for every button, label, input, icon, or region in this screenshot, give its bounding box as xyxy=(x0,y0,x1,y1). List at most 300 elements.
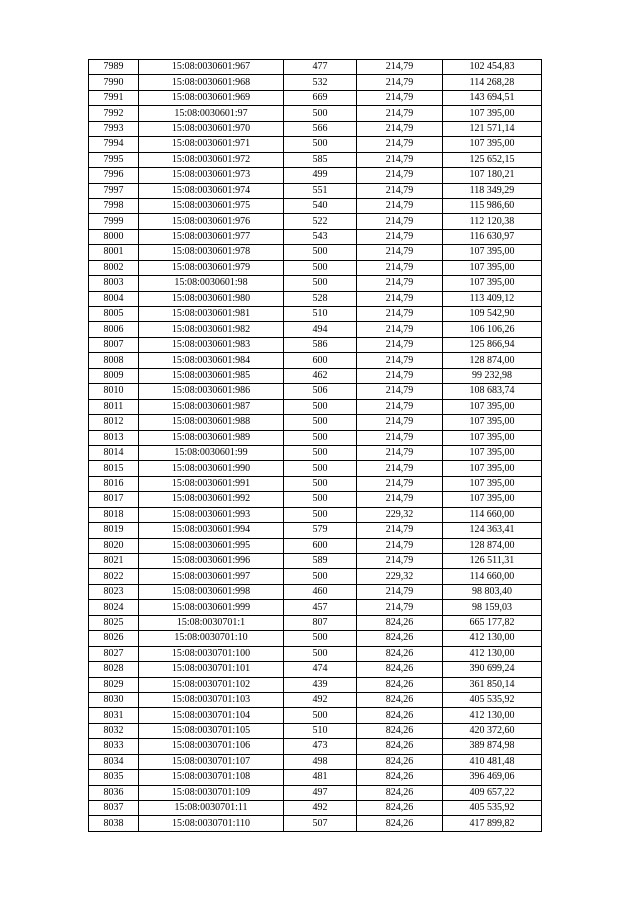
row-number-cell: 7994 xyxy=(89,137,139,152)
cadastral-number-cell: 15:08:0030601:977 xyxy=(139,229,284,244)
value-cell: 114 268,28 xyxy=(443,75,542,90)
cadastral-number-cell: 15:08:0030601:99 xyxy=(139,445,284,460)
value-cell: 390 699,24 xyxy=(443,662,542,677)
value-cell: 417 899,82 xyxy=(443,816,542,831)
row-number-cell: 8035 xyxy=(89,770,139,785)
area-cell: 500 xyxy=(284,476,357,491)
value-cell: 107 395,00 xyxy=(443,276,542,291)
row-number-cell: 8032 xyxy=(89,723,139,738)
table-row xyxy=(89,353,542,368)
table-row xyxy=(89,183,542,198)
row-number-cell: 8009 xyxy=(89,368,139,383)
value-cell: 107 395,00 xyxy=(443,137,542,152)
row-number-cell: 8036 xyxy=(89,785,139,800)
value-cell: 107 180,21 xyxy=(443,168,542,183)
value-cell: 112 120,38 xyxy=(443,214,542,229)
table-row xyxy=(89,229,542,244)
value-cell: 107 395,00 xyxy=(443,106,542,121)
cadastral-number-cell: 15:08:0030601:974 xyxy=(139,183,284,198)
rate-cell: 824,26 xyxy=(357,801,443,816)
cadastral-number-cell: 15:08:0030701:109 xyxy=(139,785,284,800)
cadastral-number-cell: 15:08:0030601:994 xyxy=(139,523,284,538)
rate-cell: 214,79 xyxy=(357,75,443,90)
row-number-cell: 7989 xyxy=(89,60,139,75)
area-cell: 510 xyxy=(284,307,357,322)
cadastral-number-cell: 15:08:0030601:997 xyxy=(139,569,284,584)
area-cell: 600 xyxy=(284,538,357,553)
table-row xyxy=(89,245,542,260)
cadastral-number-cell: 15:08:0030601:971 xyxy=(139,137,284,152)
value-cell: 143 694,51 xyxy=(443,90,542,105)
area-cell: 579 xyxy=(284,523,357,538)
cadastral-number-cell: 15:08:0030601:978 xyxy=(139,245,284,260)
value-cell: 405 535,92 xyxy=(443,801,542,816)
area-cell: 551 xyxy=(284,183,357,198)
table-row xyxy=(89,569,542,584)
area-cell: 522 xyxy=(284,214,357,229)
cadastral-number-cell: 15:08:0030601:992 xyxy=(139,492,284,507)
cadastral-number-cell: 15:08:0030601:97 xyxy=(139,106,284,121)
table-row xyxy=(89,801,542,816)
value-cell: 125 652,15 xyxy=(443,152,542,167)
cadastral-number-cell: 15:08:0030601:989 xyxy=(139,430,284,445)
cadastral-number-cell: 15:08:0030701:104 xyxy=(139,708,284,723)
value-cell: 128 874,00 xyxy=(443,538,542,553)
cadastral-number-cell: 15:08:0030601:991 xyxy=(139,476,284,491)
value-cell: 107 395,00 xyxy=(443,399,542,414)
rate-cell: 214,79 xyxy=(357,399,443,414)
value-cell: 99 232,98 xyxy=(443,368,542,383)
cadastral-number-cell: 15:08:0030601:983 xyxy=(139,337,284,352)
row-number-cell: 7999 xyxy=(89,214,139,229)
row-number-cell: 7991 xyxy=(89,90,139,105)
row-number-cell: 8030 xyxy=(89,692,139,707)
row-number-cell: 8005 xyxy=(89,307,139,322)
area-cell: 500 xyxy=(284,492,357,507)
value-cell: 396 469,06 xyxy=(443,770,542,785)
cadastral-number-cell: 15:08:0030601:982 xyxy=(139,322,284,337)
table-row xyxy=(89,384,542,399)
rate-cell: 214,79 xyxy=(357,106,443,121)
table-row xyxy=(89,723,542,738)
row-number-cell: 8015 xyxy=(89,461,139,476)
value-cell: 389 874,98 xyxy=(443,739,542,754)
area-cell: 669 xyxy=(284,90,357,105)
value-cell: 114 660,00 xyxy=(443,569,542,584)
area-cell: 500 xyxy=(284,646,357,661)
cadastral-number-cell: 15:08:0030601:976 xyxy=(139,214,284,229)
rate-cell: 214,79 xyxy=(357,291,443,306)
value-cell: 98 803,40 xyxy=(443,584,542,599)
cadastral-number-cell: 15:08:0030601:972 xyxy=(139,152,284,167)
area-cell: 500 xyxy=(284,569,357,584)
value-cell: 405 535,92 xyxy=(443,692,542,707)
rate-cell: 824,26 xyxy=(357,615,443,630)
area-cell: 507 xyxy=(284,816,357,831)
value-cell: 420 372,60 xyxy=(443,723,542,738)
table-row xyxy=(89,198,542,213)
area-cell: 439 xyxy=(284,677,357,692)
table-row xyxy=(89,137,542,152)
value-cell: 124 363,41 xyxy=(443,523,542,538)
cadastral-number-cell: 15:08:0030601:984 xyxy=(139,353,284,368)
rate-cell: 824,26 xyxy=(357,662,443,677)
cadastral-number-cell: 15:08:0030701:108 xyxy=(139,770,284,785)
rate-cell: 824,26 xyxy=(357,723,443,738)
row-number-cell: 7995 xyxy=(89,152,139,167)
cadastral-number-cell: 15:08:0030601:981 xyxy=(139,307,284,322)
area-cell: 499 xyxy=(284,168,357,183)
area-cell: 494 xyxy=(284,322,357,337)
cadastral-number-cell: 15:08:0030701:11 xyxy=(139,801,284,816)
rate-cell: 214,79 xyxy=(357,415,443,430)
table-row xyxy=(89,430,542,445)
rate-cell: 214,79 xyxy=(357,430,443,445)
rate-cell: 214,79 xyxy=(357,198,443,213)
value-cell: 102 454,83 xyxy=(443,60,542,75)
row-number-cell: 8029 xyxy=(89,677,139,692)
rate-cell: 824,26 xyxy=(357,816,443,831)
cadastral-number-cell: 15:08:0030701:105 xyxy=(139,723,284,738)
rate-cell: 229,32 xyxy=(357,507,443,522)
rate-cell: 214,79 xyxy=(357,90,443,105)
row-number-cell: 8013 xyxy=(89,430,139,445)
table-row xyxy=(89,106,542,121)
table-row xyxy=(89,492,542,507)
area-cell: 498 xyxy=(284,754,357,769)
area-cell: 492 xyxy=(284,801,357,816)
rate-cell: 214,79 xyxy=(357,476,443,491)
cadastral-number-cell: 15:08:0030701:110 xyxy=(139,816,284,831)
row-number-cell: 8008 xyxy=(89,353,139,368)
table-row xyxy=(89,60,542,75)
rate-cell: 214,79 xyxy=(357,322,443,337)
cadastral-number-cell: 15:08:0030601:975 xyxy=(139,198,284,213)
cadastral-number-cell: 15:08:0030601:987 xyxy=(139,399,284,414)
area-cell: 589 xyxy=(284,554,357,569)
cadastral-number-cell: 15:08:0030601:998 xyxy=(139,584,284,599)
cadastral-number-cell: 15:08:0030701:103 xyxy=(139,692,284,707)
table-row xyxy=(89,445,542,460)
cadastral-number-cell: 15:08:0030601:985 xyxy=(139,368,284,383)
table-row xyxy=(89,538,542,553)
cadastral-number-cell: 15:08:0030601:979 xyxy=(139,260,284,275)
table-row xyxy=(89,214,542,229)
area-cell: 600 xyxy=(284,353,357,368)
cadastral-number-cell: 15:08:0030601:973 xyxy=(139,168,284,183)
cadastral-number-cell: 15:08:0030701:102 xyxy=(139,677,284,692)
area-cell: 500 xyxy=(284,276,357,291)
cadastral-number-cell: 15:08:0030601:990 xyxy=(139,461,284,476)
table-row xyxy=(89,692,542,707)
table-row xyxy=(89,615,542,630)
rate-cell: 214,79 xyxy=(357,384,443,399)
value-cell: 125 866,94 xyxy=(443,337,542,352)
area-cell: 807 xyxy=(284,615,357,630)
cadastral-number-cell: 15:08:0030701:100 xyxy=(139,646,284,661)
area-cell: 510 xyxy=(284,723,357,738)
rate-cell: 824,26 xyxy=(357,754,443,769)
value-cell: 126 511,31 xyxy=(443,554,542,569)
area-cell: 528 xyxy=(284,291,357,306)
table-row xyxy=(89,368,542,383)
area-cell: 506 xyxy=(284,384,357,399)
area-cell: 500 xyxy=(284,507,357,522)
value-cell: 409 657,22 xyxy=(443,785,542,800)
row-number-cell: 7997 xyxy=(89,183,139,198)
rate-cell: 214,79 xyxy=(357,554,443,569)
area-cell: 477 xyxy=(284,60,357,75)
rate-cell: 214,79 xyxy=(357,152,443,167)
rate-cell: 824,26 xyxy=(357,708,443,723)
area-cell: 532 xyxy=(284,75,357,90)
area-cell: 481 xyxy=(284,770,357,785)
value-cell: 107 395,00 xyxy=(443,476,542,491)
cadastral-number-cell: 15:08:0030701:101 xyxy=(139,662,284,677)
cadastral-number-cell: 15:08:0030601:995 xyxy=(139,538,284,553)
table-row xyxy=(89,523,542,538)
cadastral-table xyxy=(88,59,542,832)
cadastral-number-cell: 15:08:0030601:969 xyxy=(139,90,284,105)
value-cell: 665 177,82 xyxy=(443,615,542,630)
cadastral-number-cell: 15:08:0030601:967 xyxy=(139,60,284,75)
rate-cell: 824,26 xyxy=(357,739,443,754)
rate-cell: 229,32 xyxy=(357,569,443,584)
cadastral-number-cell: 15:08:0030701:1 xyxy=(139,615,284,630)
area-cell: 543 xyxy=(284,229,357,244)
row-number-cell: 7998 xyxy=(89,198,139,213)
row-number-cell: 8007 xyxy=(89,337,139,352)
row-number-cell: 8004 xyxy=(89,291,139,306)
area-cell: 586 xyxy=(284,337,357,352)
table-row xyxy=(89,75,542,90)
row-number-cell: 8026 xyxy=(89,631,139,646)
cadastral-number-cell: 15:08:0030601:98 xyxy=(139,276,284,291)
cadastral-number-cell: 15:08:0030701:106 xyxy=(139,739,284,754)
value-cell: 98 159,03 xyxy=(443,600,542,615)
area-cell: 500 xyxy=(284,461,357,476)
table-row xyxy=(89,507,542,522)
value-cell: 107 395,00 xyxy=(443,492,542,507)
area-cell: 492 xyxy=(284,692,357,707)
value-cell: 107 395,00 xyxy=(443,430,542,445)
cadastral-number-cell: 15:08:0030601:993 xyxy=(139,507,284,522)
rate-cell: 214,79 xyxy=(357,445,443,460)
value-cell: 361 850,14 xyxy=(443,677,542,692)
rate-cell: 214,79 xyxy=(357,523,443,538)
row-number-cell: 8003 xyxy=(89,276,139,291)
rate-cell: 214,79 xyxy=(357,353,443,368)
row-number-cell: 8024 xyxy=(89,600,139,615)
rate-cell: 824,26 xyxy=(357,785,443,800)
area-cell: 500 xyxy=(284,260,357,275)
value-cell: 114 660,00 xyxy=(443,507,542,522)
cadastral-number-cell: 15:08:0030601:986 xyxy=(139,384,284,399)
value-cell: 107 395,00 xyxy=(443,260,542,275)
area-cell: 457 xyxy=(284,600,357,615)
table-row xyxy=(89,754,542,769)
rate-cell: 214,79 xyxy=(357,600,443,615)
table-row xyxy=(89,121,542,136)
table-row xyxy=(89,600,542,615)
table-row xyxy=(89,584,542,599)
value-cell: 118 349,29 xyxy=(443,183,542,198)
table-row xyxy=(89,168,542,183)
table-row xyxy=(89,461,542,476)
value-cell: 412 130,00 xyxy=(443,631,542,646)
row-number-cell: 8031 xyxy=(89,708,139,723)
row-number-cell: 7990 xyxy=(89,75,139,90)
rate-cell: 214,79 xyxy=(357,260,443,275)
value-cell: 412 130,00 xyxy=(443,708,542,723)
rate-cell: 214,79 xyxy=(357,584,443,599)
table-row xyxy=(89,785,542,800)
rate-cell: 824,26 xyxy=(357,631,443,646)
value-cell: 108 683,74 xyxy=(443,384,542,399)
row-number-cell: 8025 xyxy=(89,615,139,630)
rate-cell: 214,79 xyxy=(357,307,443,322)
table-row xyxy=(89,307,542,322)
rate-cell: 824,26 xyxy=(357,692,443,707)
row-number-cell: 8011 xyxy=(89,399,139,414)
rate-cell: 214,79 xyxy=(357,492,443,507)
table-row xyxy=(89,399,542,414)
rate-cell: 214,79 xyxy=(357,183,443,198)
cadastral-number-cell: 15:08:0030601:999 xyxy=(139,600,284,615)
row-number-cell: 8017 xyxy=(89,492,139,507)
value-cell: 107 395,00 xyxy=(443,245,542,260)
area-cell: 500 xyxy=(284,445,357,460)
row-number-cell: 8014 xyxy=(89,445,139,460)
rate-cell: 824,26 xyxy=(357,770,443,785)
value-cell: 107 395,00 xyxy=(443,415,542,430)
area-cell: 566 xyxy=(284,121,357,136)
rate-cell: 214,79 xyxy=(357,461,443,476)
table-row xyxy=(89,337,542,352)
area-cell: 500 xyxy=(284,137,357,152)
area-cell: 585 xyxy=(284,152,357,167)
cadastral-number-cell: 15:08:0030601:988 xyxy=(139,415,284,430)
rate-cell: 214,79 xyxy=(357,337,443,352)
table-row xyxy=(89,276,542,291)
row-number-cell: 7996 xyxy=(89,168,139,183)
value-cell: 116 630,97 xyxy=(443,229,542,244)
value-cell: 113 409,12 xyxy=(443,291,542,306)
rate-cell: 214,79 xyxy=(357,229,443,244)
area-cell: 500 xyxy=(284,245,357,260)
table-row xyxy=(89,260,542,275)
table-row xyxy=(89,90,542,105)
table-row xyxy=(89,476,542,491)
row-number-cell: 8019 xyxy=(89,523,139,538)
rate-cell: 824,26 xyxy=(357,646,443,661)
table-row xyxy=(89,322,542,337)
area-cell: 500 xyxy=(284,631,357,646)
row-number-cell: 8038 xyxy=(89,816,139,831)
area-cell: 497 xyxy=(284,785,357,800)
rate-cell: 214,79 xyxy=(357,137,443,152)
row-number-cell: 8021 xyxy=(89,554,139,569)
row-number-cell: 8012 xyxy=(89,415,139,430)
table-row xyxy=(89,554,542,569)
value-cell: 128 874,00 xyxy=(443,353,542,368)
area-cell: 500 xyxy=(284,399,357,414)
value-cell: 410 481,48 xyxy=(443,754,542,769)
area-cell: 473 xyxy=(284,739,357,754)
table-row xyxy=(89,739,542,754)
table-row xyxy=(89,415,542,430)
row-number-cell: 8016 xyxy=(89,476,139,491)
row-number-cell: 8018 xyxy=(89,507,139,522)
table-body xyxy=(89,60,542,832)
row-number-cell: 8020 xyxy=(89,538,139,553)
table-row xyxy=(89,631,542,646)
table-row xyxy=(89,770,542,785)
rate-cell: 214,79 xyxy=(357,60,443,75)
cadastral-number-cell: 15:08:0030601:996 xyxy=(139,554,284,569)
value-cell: 115 986,60 xyxy=(443,198,542,213)
cadastral-number-cell: 15:08:0030601:968 xyxy=(139,75,284,90)
table-row xyxy=(89,646,542,661)
rate-cell: 214,79 xyxy=(357,368,443,383)
row-number-cell: 8034 xyxy=(89,754,139,769)
cadastral-number-cell: 15:08:0030601:980 xyxy=(139,291,284,306)
value-cell: 109 542,90 xyxy=(443,307,542,322)
row-number-cell: 8022 xyxy=(89,569,139,584)
rate-cell: 214,79 xyxy=(357,276,443,291)
rate-cell: 214,79 xyxy=(357,214,443,229)
cadastral-number-cell: 15:08:0030701:10 xyxy=(139,631,284,646)
table-row xyxy=(89,708,542,723)
area-cell: 500 xyxy=(284,430,357,445)
row-number-cell: 8027 xyxy=(89,646,139,661)
row-number-cell: 8023 xyxy=(89,584,139,599)
area-cell: 460 xyxy=(284,584,357,599)
document-table-container xyxy=(88,59,542,832)
rate-cell: 824,26 xyxy=(357,677,443,692)
area-cell: 462 xyxy=(284,368,357,383)
rate-cell: 214,79 xyxy=(357,245,443,260)
table-row xyxy=(89,662,542,677)
table-row xyxy=(89,291,542,306)
row-number-cell: 8006 xyxy=(89,322,139,337)
row-number-cell: 8001 xyxy=(89,245,139,260)
rate-cell: 214,79 xyxy=(357,121,443,136)
row-number-cell: 8037 xyxy=(89,801,139,816)
row-number-cell: 8010 xyxy=(89,384,139,399)
row-number-cell: 8000 xyxy=(89,229,139,244)
value-cell: 107 395,00 xyxy=(443,445,542,460)
value-cell: 121 571,14 xyxy=(443,121,542,136)
area-cell: 500 xyxy=(284,708,357,723)
value-cell: 107 395,00 xyxy=(443,461,542,476)
row-number-cell: 8033 xyxy=(89,739,139,754)
cadastral-number-cell: 15:08:0030601:970 xyxy=(139,121,284,136)
table-row xyxy=(89,152,542,167)
area-cell: 500 xyxy=(284,415,357,430)
area-cell: 474 xyxy=(284,662,357,677)
row-number-cell: 8028 xyxy=(89,662,139,677)
rate-cell: 214,79 xyxy=(357,538,443,553)
row-number-cell: 7993 xyxy=(89,121,139,136)
area-cell: 540 xyxy=(284,198,357,213)
rate-cell: 214,79 xyxy=(357,168,443,183)
value-cell: 412 130,00 xyxy=(443,646,542,661)
table-row xyxy=(89,677,542,692)
row-number-cell: 7992 xyxy=(89,106,139,121)
table-row xyxy=(89,816,542,831)
area-cell: 500 xyxy=(284,106,357,121)
